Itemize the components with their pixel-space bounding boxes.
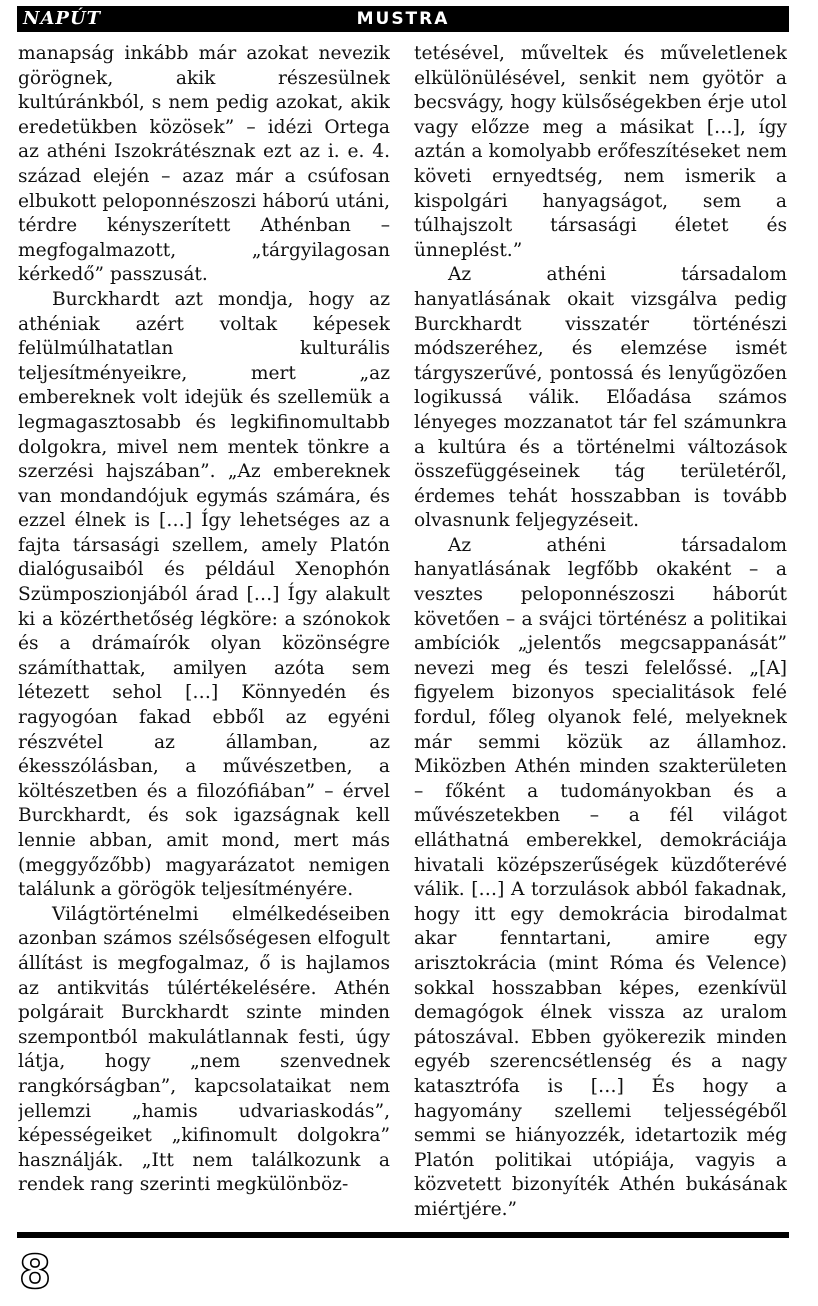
left-column (18, 42, 390, 1222)
paragraph: Az athéni társadalom hanyatlásának okait vizsgálva pedig Burckhardt visszatér történészi módszeréhez, és elemzése ismét tárgyszerűvé, pontossá és lenyűgözően logikussá válik. Előadása számos lényeges mozzanatot tár fel számunkra a kultúra és a történelmi változások összefüggéseinek tág területéről, érdemes tehát hosszabban is tovább olvasnunk feljegyzéseit. (414, 264, 787, 532)
paragraph: manapság inkább már azokat nevezik görögnek, akik részesülnek kultúránkból, s nem pedig azokat, akik eredetükben közösek” – idézi Ortega az athéni Iszokrátésznak ezt az i. e. 4. század elején – azaz már a csúfosan elbukott peloponnészoszi háború utáni, térdre kényszerített Athénban – megfogalmazott, „tárgyilagosan kérkedő” passzusát. (18, 43, 390, 286)
paragraph: Burckhardt azt mondja, hogy az athéniak azért voltak képesek felülmúlhatatlan kulturális teljesítményeikre, mert „az embereknek volt idejük és szellemük a legmagasztosabb és legkifinomultabb dolgokra, mivel nem mentek tönkre a szerzési hajszában”. „Az embereknek van mondandójuk egymás számára, és ezzel élnek is […] Így lehetséges az a fajta társasági szellem, amely Platón dialógusaiból és például Xenophón Szümposzionjából árad […] Így alakult ki a közérthetőség légköre: a szónokok és a drámaírók olyan közönségre számíthattak, amilyen azóta sem létezett sehol […] Könnyedén és ragyogóan fakad ebből az egyéni részvétel az államban, az ékesszólásban, a művészetben, a költészetben és a filozófiában” – érvel Burckhardt, és sok igazságnak kell lennie abban, amit mond, mert más (meggyőzőbb) magyarázatot nemigen találunk a görögök teljesítményére. (18, 288, 390, 901)
magazine-logo: NAPÚT (23, 8, 102, 29)
paragraph: tetésével, műveltek és műveletlenek elkülönülésével, senkit nem gyötör a becsvágy, hogy külsőségekben érje utol vagy előzze meg a másikat […], így aztán a komolyabb erőfeszítéseket nem követi ernyedtség, nem ismerik a kispolgári hanyagságot, sem a túlhajszolt társasági életet és ünneplést.” (414, 43, 787, 261)
section-title: MUSTRA (356, 9, 450, 29)
footer-rule (17, 1232, 789, 1238)
header-bar (17, 6, 789, 32)
paragraph: Világtörténelmi elmélkedéseiben azonban számos szélsőségesen elfogult állítást is megfogalmaz, ő is hajlamos az antikvitás túlértékelésére. Athén polgárait Burckhardt szinte minden szempontból makulátlannak festi, úgy látja, hogy „nem szenvednek rangkórságban”, kapcsolataikat nem jellemzi „hamis udvariaskodás”, képességeiket „kifinomult dolgokra” használják. „Itt nem találkozunk a rendek rang szerinti megkülönböz- (18, 903, 390, 1196)
paragraph: Az athéni társadalom hanyatlásának legfőbb okaként – a vesztes peloponnészoszi háborút követően – a svájci történész a politikai ambíciók „jelentős megcsappanását” nevezi meg és teszi felelőssé. „[A] figyelem bizonyos specialitások felé fordul, főleg olyanok felé, melyeknek már semmi közük az államhoz. Miközben Athén minden szakterületen – főként a tudományokban és a művészetekben – a fél világot elláthatná emberekkel, demokráciája hivatali középszerűségek küzdőterévé válik. […] A torzulások abból fakadnak, hogy itt egy demokrácia birodalmat akar fenntartani, amire egy arisztokrácia (mint Róma és Velence) sokkal hosszabban képes, ezenkívül demagógok élnek vissza az uralom pátoszával. Ebben gyökerezik minden egyéb szerencsétlenség és a nagy katasztrófa is […] És hogy a hagyomány szellemi teljességéből semmi se hiányozzék, idetartozik még Platón politikai utópiája, vagyis a közvetett bizonyíték Athén bukásának miértjére.” (414, 534, 787, 1220)
right-column (414, 42, 787, 1222)
page-number: 8 (19, 1245, 52, 1299)
